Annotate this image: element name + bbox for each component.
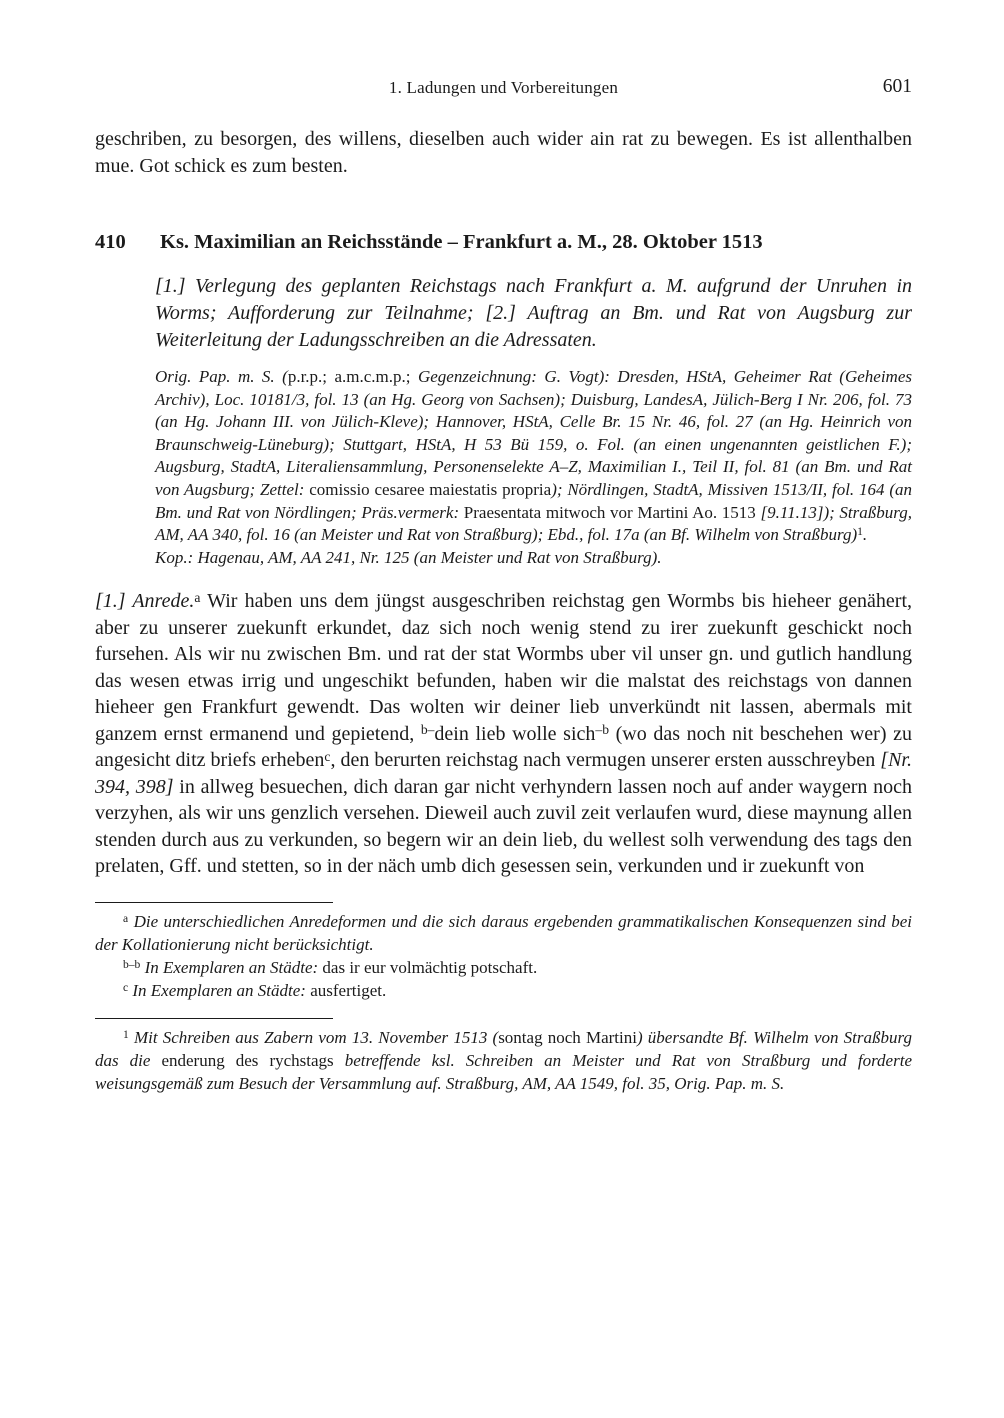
- running-header: [95, 78, 912, 102]
- text-run: ausfertiget.: [305, 980, 387, 1000]
- text-run: betreffende ksl. Schreiben an Meister und Rat von Straßburg und forderte weisungsgemäß zum Besuch der Versammlung auf. Straßburg, AM, AA 1549, fol. 35, Orig. Pap. m. S.: [95, 1050, 912, 1093]
- text-run: Kop.: Hagenau, AM, AA 241, Nr. 125 (an Meister und Rat von Straßburg).: [155, 547, 662, 567]
- text-run: b–b: [123, 958, 141, 971]
- text-run: p.r.p.; a.m.c.m.p.;: [287, 367, 418, 386]
- text-run: Mit Schreiben aus Zabern vom 13. November 1513 (: [133, 1027, 499, 1047]
- footnote-separator-rule: [95, 902, 333, 903]
- footnote-b: [95, 956, 912, 979]
- text-run: [9.11.13]); Straßburg, AM, AA 340, fol. 16 (an Meister und Rat von Straßburg); Ebd., fol. 17a (an Bf. Wilhelm von Straßburg): [155, 502, 913, 545]
- footnote-c: [95, 979, 912, 1002]
- running-title: 1. Ladungen und Vorbereitungen: [388, 78, 619, 97]
- text-run: Die unterschiedlichen Anredeformen und die sich daraus ergebenden grammatikalischen Konsequenzen sind bei der Kollationierung nicht berücksichtigt.: [95, 911, 913, 954]
- text-run: in allweg besuechen, dich daran gar nicht verhyndern lassen noch auf ander waygern noch verzyhen, als wir uns genzlich versehen. Dieweil auch zuvil zeit verlaufen wurd, diese maynung allen stenden durch aus zu verkunden, so begern wir an dein lieb, du wellest solh verwendung des tags den prelaten, Gff. und stetten, so in der näch umb dich gesessen sein, verkunden und ir zuekunft von: [95, 775, 912, 878]
- entry-number: 410: [95, 231, 126, 253]
- text-run: ); Nördlingen, StadtA, Missiven 1513/II, fol. 164 (an Bm. und Rat von Nördlingen; Präs.vermerk:: [155, 479, 912, 522]
- text-run: Orig. Pap. m. S. (: [155, 367, 288, 386]
- text-run: , den berurten reichstag nach vermugen unserer ersten ausschreyben: [330, 749, 881, 772]
- text-run: c: [324, 748, 331, 764]
- continuation-paragraph: geschriben, zu besorgen, des willens, dieselben auch wider ain rat zu bewegen. Es ist allenthalben mue. Got schick es zum besten.: [95, 128, 912, 177]
- text-run: (wo das noch nit beschehen wer) zu angesicht ditz briefs erheben: [95, 722, 913, 772]
- text-run: enderung des rychstags: [161, 1050, 334, 1070]
- text-run: b–: [420, 722, 435, 738]
- entry-summary: [1.] Verlegung des geplanten Reichstags nach Frankfurt a. M. aufgrund der Unruhen in Worms; Aufforderung zur Teilnahme; [2.] Auftrag an Bm. und Rat von Augsburg zur Weiterleitung der Ladungsschreiben an die Adressaten.: [155, 275, 912, 351]
- text-run: das ir eur volmächtig potschaft.: [318, 957, 538, 977]
- source-description: [155, 366, 912, 547]
- text-run: 1: [857, 525, 863, 539]
- text-run: Praesentata mitwoch vor Martini Ao. 1513: [463, 502, 761, 522]
- page-number: 601: [882, 76, 912, 97]
- text-run: Wir haben uns dem jüngst ausgeschriben reichstag gen Wormbs bis hieheer genähert, aber zu unserer zuekunft erkundet, daz sich noch wenig stend zu irer zuekunft geschickt noch fursehen. Als wir nu zwischen Bm. und rat der stat Wormbs uber vil unser gn. und gutlich handlung das wesen etwas irrig und ungeschikt befunden, haben wir die malstat des reichstags von dannen hieheer gen Frankfurt gewendt. Das wolten wir deiner lieb unverkündt nit lassen, abermals mit ganzem ernst ermanend und gepietend,: [95, 590, 912, 745]
- endnote-separator-rule: [95, 1018, 333, 1019]
- text-run: comissio cesaree maiestatis propria: [309, 479, 552, 499]
- text-run: [1.] Anrede.: [95, 590, 195, 613]
- text-run: 1: [123, 1028, 129, 1041]
- text-run: .: [862, 525, 868, 545]
- copy-note: [155, 547, 912, 570]
- text-run: a: [194, 589, 201, 605]
- text-run: dein lieb wolle sich: [434, 722, 596, 745]
- text-run: a: [123, 912, 129, 925]
- entry-title: Ks. Maximilian an Reichsstände – Frankfurt a. M., 28. Oktober 1513: [160, 231, 763, 253]
- text-run: sontag noch Martini: [498, 1027, 637, 1047]
- entry-body: [95, 588, 912, 880]
- text-run: In Exemplaren an Städte:: [144, 957, 319, 977]
- entry-heading: [95, 229, 912, 256]
- text-run: ) übersandte Bf. Wilhelm von Straßburg das die: [95, 1027, 913, 1070]
- text-run: [Nr. 394, 398]: [95, 749, 912, 798]
- text-run: –b: [595, 722, 609, 738]
- footnote-1: [95, 1026, 912, 1095]
- text-run: Gegenzeichnung: G. Vogt): Dresden, HStA, Geheimer Rat (Geheimes Archiv), Loc. 10181/3, fol. 13 (an Hg. Georg von Sachsen); Duisburg, LandesA, Jülich-Berg I Nr. 206, fol. 73 (an Hg. Johann III. von Jülich-Kleve); Hannover, HStA, Celle Br. 15 Nr. 46, fol. 27 (an Hg. Heinrich von Braunschweig-Lüneburg); Stuttgart, HStA, H 53 Bü 159, o. Fol. (an einen ungenannten geistlichen F.); Augsburg, StadtA, Literaliensammlung, Personenselekte A–Z, Maximilian I., Teil II, fol. 81 (an Bm. und Rat von Augsburg; Zettel:: [155, 367, 912, 499]
- footnote-a: [95, 910, 912, 956]
- text-run: In Exemplaren an Städte:: [132, 980, 306, 1000]
- text-run: c: [123, 981, 129, 994]
